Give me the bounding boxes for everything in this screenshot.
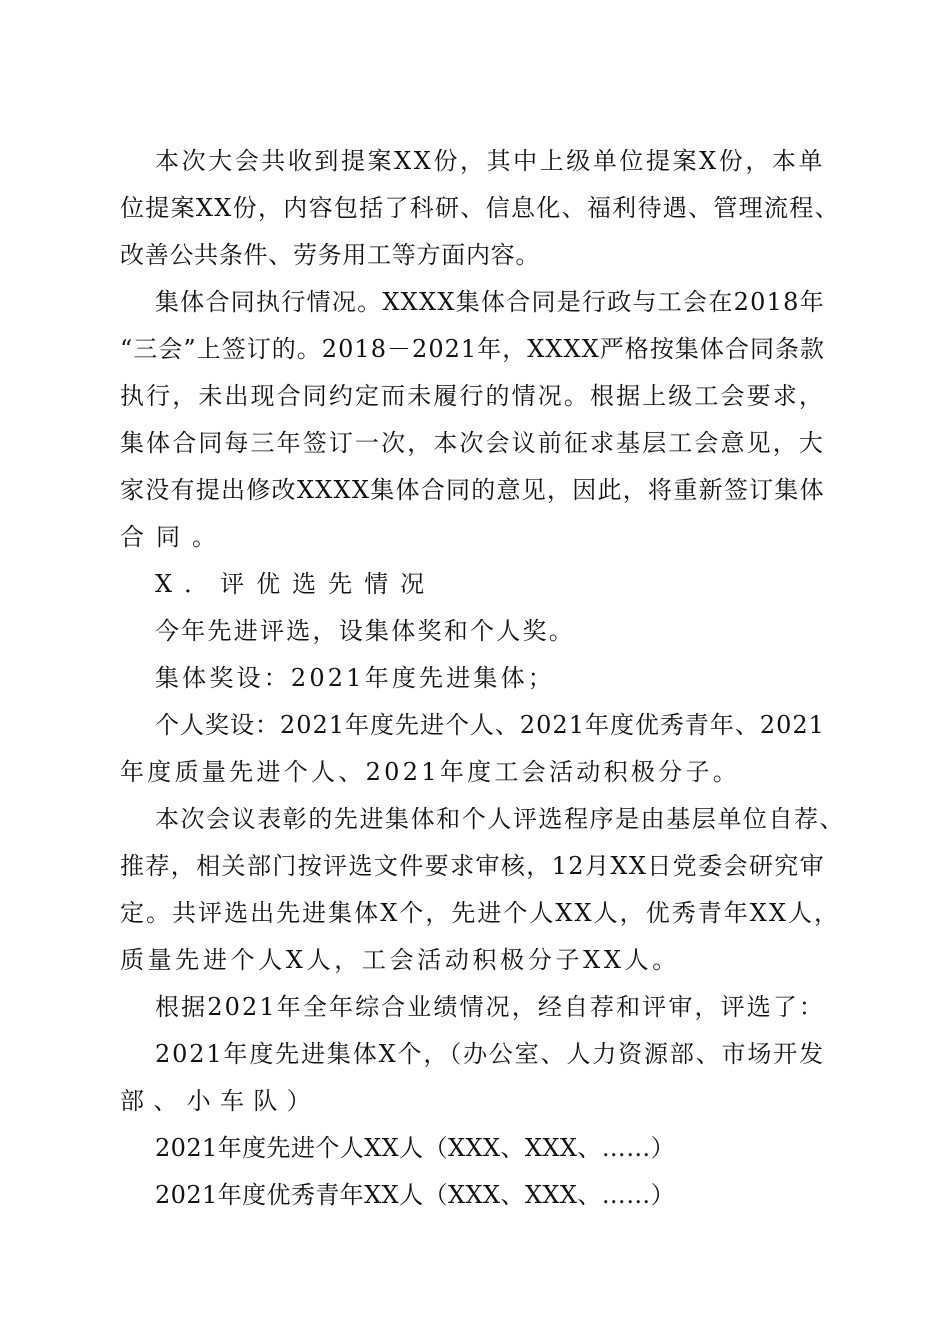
text-line: 2021年度先进集体X个，（办公室、人力资源部、市场开发 <box>155 1040 825 1068</box>
text-line: 家没有提出修改XXXX集体合同的意见，因此，将重新签订集体 <box>120 476 825 504</box>
text-line: 集体合同每三年签订一次，本次会议前征求基层工会意见，大 <box>120 429 825 457</box>
text-line: 2021年度先进个人XX人（XXX、XXX、……） <box>155 1134 676 1162</box>
text-line: 年度质量先进个人、2021年度工会活动积极分子。 <box>120 758 741 786</box>
text-line: 集体奖设：2021年度先进集体； <box>155 664 555 692</box>
text-line: 个人奖设：2021年度先进个人、2021年度优秀青年、2021 <box>155 711 825 739</box>
text-line: 根据2021年全年综合业绩情况，经自荐和评审，评选了： <box>155 993 826 1021</box>
text-line: 执行，未出现合同约定而未履行的情况。根据上级工会要求， <box>120 382 825 410</box>
text-line: 质量先进个人X人，工会活动积极分子XX人。 <box>120 946 680 974</box>
section-heading: X．评优选先情况 <box>155 570 437 598</box>
text-line: 推荐，相关部门按评选文件要求审核，12月XX日党委会研究审 <box>120 852 826 880</box>
text-line: 位提案XX份，内容包括了科研、信息化、福利待遇、管理流程、 <box>120 194 840 222</box>
text-line: 本次会议表彰的先进集体和个人评选程序是由基层单位自荐、 <box>155 805 846 833</box>
text-line: 本次大会共收到提案XX份，其中上级单位提案X份，本单 <box>155 147 826 175</box>
text-line: 合同。 <box>120 523 228 551</box>
text-line: 改善公共条件、劳务用工等方面内容。 <box>120 241 541 269</box>
text-line: 2021年度优秀青年XX人（XXX、XXX、……） <box>155 1181 676 1209</box>
text-line: 部、小车队） <box>120 1087 320 1115</box>
text-line: 定。共评选出先进集体X个，先进个人XX人，优秀青年XX人， <box>120 899 841 927</box>
text-line: 集体合同执行情况。XXXX集体合同是行政与工会在2018年 <box>155 288 825 316</box>
text-line: 今年先进评选，设集体奖和个人奖。 <box>155 617 575 645</box>
text-line: “三会”上签订的。2018－2021年，XXXX严格按集体合同条款 <box>120 335 826 363</box>
